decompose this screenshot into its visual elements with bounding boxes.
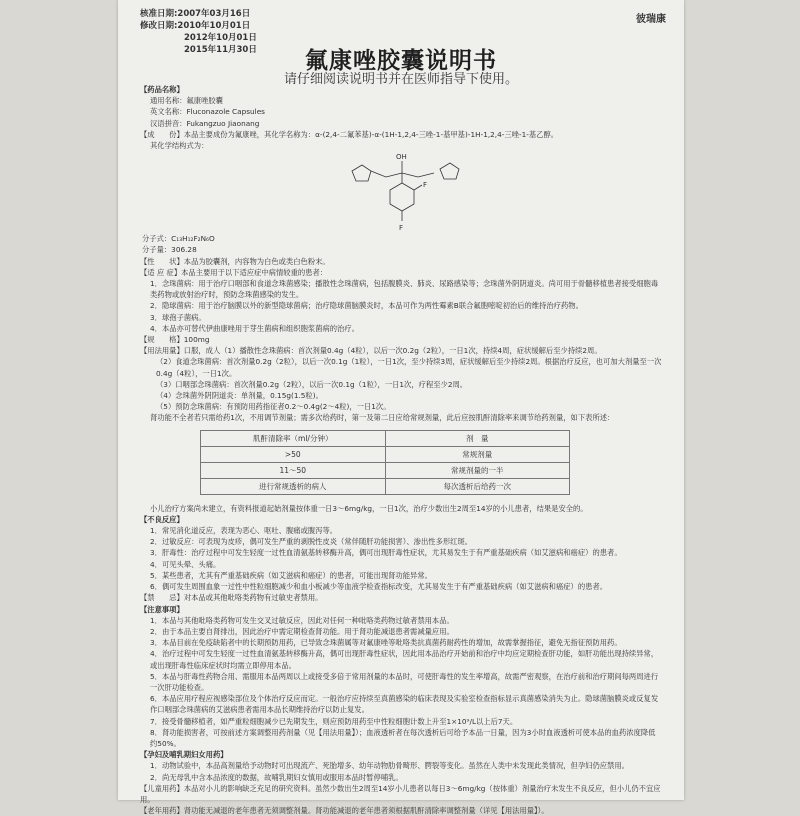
table-row [201,462,570,478]
adverse-item: 3．肝毒性：治疗过程中可发生轻度一过性血清氨基转移酶升高，偶可出现肝毒性症状，尤其易发生于有严重基础疾病（如艾滋病和癌症）的患者。 [150,548,622,558]
structure-f-label: F [423,181,428,190]
structure-f-label: F [399,224,404,233]
caution-item: 5．本品与肝毒性药物合用、需服用本品两周以上或接受多倍于常用剂量的本品时，可使肝毒性的发生率增高，故需严密观察，在治疗前和治疗期间每两周进行一次肝功能检查。 [150,671,659,692]
caution-item: 8．肾功能损害者，可按前述方案调整用药剂量（见【用法用量】）；血液透析者在每次透析后可给予本品一日量，因为3小时血液透析可使本品的血药浓度降低约50%。 [150,727,656,748]
table-cell: 常规剂量 [385,446,570,462]
pregnancy-header: 【孕妇及哺乳期妇女用药】 [140,750,228,760]
table-header-row [201,430,570,446]
structure-oh-label: OH [396,153,407,162]
table-cell: 每次透析后给药一次 [385,478,570,494]
leaflet-body [140,84,662,816]
adverse-item: 4．可见头晕、头痛。 [150,559,221,569]
table-row [201,478,570,494]
brand-name: 彼瑞康 [636,14,666,25]
adverse-item: 2．过敏反应：可表现为皮疹，偶可发生严重的剥脱性皮炎（常伴随肝功能损害）、渗出性多形红斑。 [150,537,473,547]
pediatric-note: 小儿治疗方案尚未建立，有资料报道起始剂量按体重一日3～6mg/kg，一日1次，治疗少数出生2周至14岁的小儿患者，结果是安全的。 [150,503,588,513]
caution-header: 【注意事项】 [140,604,184,614]
adverse-item: 1．常见消化道反应，表现为恶心、呕吐、腹痛或腹泻等。 [150,526,338,536]
dosage-item: （4）念珠菌外阴阴道炎：单剂量，0.15g(1.5粒)。 [156,391,323,401]
table-cell: 常规剂量的一半 [385,462,570,478]
table-cell: 进行常规透析的病人 [201,478,386,494]
caution-item: 1．本品与其他吡咯类药物可发生交叉过敏反应，因此对任何一种吡咯类药物过敏者禁用本品。 [150,615,454,625]
chemical-structure [200,151,662,233]
generic-name: 通用名称：氟康唑胶囊 [150,96,223,106]
caution-item: 7．接受骨髓移植者，如严重粒细胞减少已先期发生，则应预防用药至中性粒细胞计数上升至1×10⁹/L以上后7天。 [150,716,518,726]
renal-dosage-note: 肾功能不全者若只需给药1次，不用调节剂量；需多次给药时，第一及第二日应给常规剂量，此后应按肌酐清除率来调节给药剂量，如下表所述： [150,413,615,423]
renal-dosage-table [200,430,570,495]
indication-item: 1．念珠菌病：用于治疗口咽部和食道念珠菌感染；播散性念珠菌病，包括腹膜炎、肺炎、尿路感染等；念珠菌外阴阴道炎。尚可用于骨髓移植患者接受细胞毒类药物或放射治疗时，预防念珠菌感染的发生。 [150,279,659,300]
fluconazole-structure-diagram [340,151,560,233]
caution-item: 4．治疗过程中可发生轻度一过性血清氨基转移酶升高，偶可出现肝毒性症状，因此用本品治疗开始前和治疗中均应定期检查肝功能，如肝功能出现持续异常，或出现肝毒性临床症状时均需立即停用本品。 [150,649,659,670]
caution-item: 2．由于本品主要自肾排出，因此治疗中需定期检查肾功能。用于肾功能减退患者需减量应用。 [150,626,454,636]
english-name: 英文名称：Fluconazole Capsules [150,107,265,117]
caution-item: 3．本品目前在免疫缺陷者中的长期预防用药，已导致念珠菌属等对氟康唑等吡咯类抗真菌药耐药性的增加，故需掌握指征，避免无指征预防用药。 [150,638,622,648]
pregnancy-item: 1．动物试验中，本品高剂量给予动物时可出现流产、死胎增多、幼年动物肋骨畸形、腭裂等变化。虽然在人类中未发现此类情况，但孕妇仍应禁用。 [150,761,629,771]
child-use: 【儿童用药】本品对小儿的影响缺乏充足的研究资料。虽然少数出生2周至14岁小儿患者以每日3～6mg/kg（按体重）剂量治疗未发生不良反应，但小儿仍不宜应用。 [140,783,661,804]
structure-label: 其化学结构式为： [150,141,209,151]
ingredient: 【成 份】本品主要成份为氟康唑，其化学名称为：α-(2,4-二氟苯基)-α-(1H-1,2,4-三唑-1-基甲基)-1H-1,2,4-三唑-1-基乙醇。 [140,129,559,139]
leaflet-sheet [118,0,684,816]
indication-item: 4．本品亦可替代伊曲康唑用于芽生菌病和组织胞浆菌病的治疗。 [150,323,359,333]
table-cell: >50 [201,446,386,462]
molecular-formula: 分子式：C₁₃H₁₂F₂N₆O [142,234,215,244]
indication-item: 3．球孢子菌病。 [150,312,206,322]
document-subtitle: 请仔细阅读说明书并在医师指导下使用。 [283,72,518,87]
dosage-item: （2）食道念珠菌病：首次剂量0.2g（2粒），以后一次0.1g（1粒），一日1次，至少持续3周，症状缓解后至少持续2周。根据治疗反应，也可加大剂量至一次0.4g（4粒），一日1次。 [156,357,662,378]
pregnancy-item: 2．尚无母乳中含本品浓度的数据，故哺乳期妇女慎用或服用本品时暂停哺乳。 [150,772,403,782]
table-header-cell: 肌酐清除率（ml/分钟） [201,430,386,446]
table-header-cell: 剂 量 [385,430,570,446]
drug-name-header: 【药品名称】 [140,85,184,94]
adverse-item: 5．某些患者，尤其有严重基础疾病（如艾滋病和癌症）的患者，可能出现肾功能异常。 [150,570,432,580]
specification: 【规 格】100mg [140,335,210,345]
caution-item: 6．本品应用疗程应视感染部位及个体治疗反应而定。一般治疗应持续至真菌感染的临床表现及实验室检查指标显示真菌感染消失为止。隐球菌脑膜炎或反复发作口咽部念珠菌病的艾滋病患者需用本品长期维持治疗以防止复发。 [150,694,659,715]
contraindication: 【禁 忌】对本品或其他吡咯类药物有过敏史者禁用。 [140,593,323,603]
pinyin-name: 汉语拼音：Fukangzuo Jiaonang [150,118,260,128]
revision-date: 核准日期:2007年03月16日 [140,9,251,19]
revision-date: 修改日期:2010年10月01日 [140,21,251,31]
dosage-item: （3）口咽部念珠菌病：首次剂量0.2g（2粒），以后一次0.1g（1粒），一日1次，疗程至少2周。 [156,379,468,389]
document-title: 氟康唑胶囊说明书 [305,48,497,74]
adverse-item: 6．偶可发生周围血象一过性中性粒细胞减少和血小板减少等血液学检查指标改变，尤其易发生于有严重基础疾病（如艾滋病和癌症）的患者。 [150,582,608,592]
dosage-header: 【用法用量】口服，成人（1）播散性念珠菌病：首次剂量0.4g（4粒），以后一次0.2g（2粒），一日1次，持续4周，症状缓解后至少持续2周。 [140,346,602,356]
table-row [201,446,570,462]
character: 【性 状】本品为胶囊剂，内容物为白色或类白色粉末。 [140,256,330,266]
revision-date: 2012年10月01日 [184,33,257,43]
molecular-weight: 分子量：306.28 [142,245,197,255]
dosage-item: （5）预防念珠菌病：有预防用药指征者0.2～0.4g(2～4粒)，一日1次。 [156,402,391,412]
elderly-use: 【老年用药】肾功能无减退的老年患者无须调整剂量。肾功能减退的老年患者须根据肌酐清除率调整剂量（详见【用法用量】）。 [140,806,549,816]
revision-date: 2015年11月30日 [184,45,257,55]
indication-header: 【适 应 症】本品主要用于以下适应症中病情较重的患者： [140,267,328,277]
table-cell: 11～50 [201,462,386,478]
adverse-header: 【不良反应】 [140,514,184,524]
indication-item: 2．隐球菌病：用于治疗脑膜以外的新型隐球菌病；治疗隐球菌脑膜炎时，本品可作为两性霉素B联合氟胞嘧啶初治后的维持治疗药物。 [150,301,583,311]
